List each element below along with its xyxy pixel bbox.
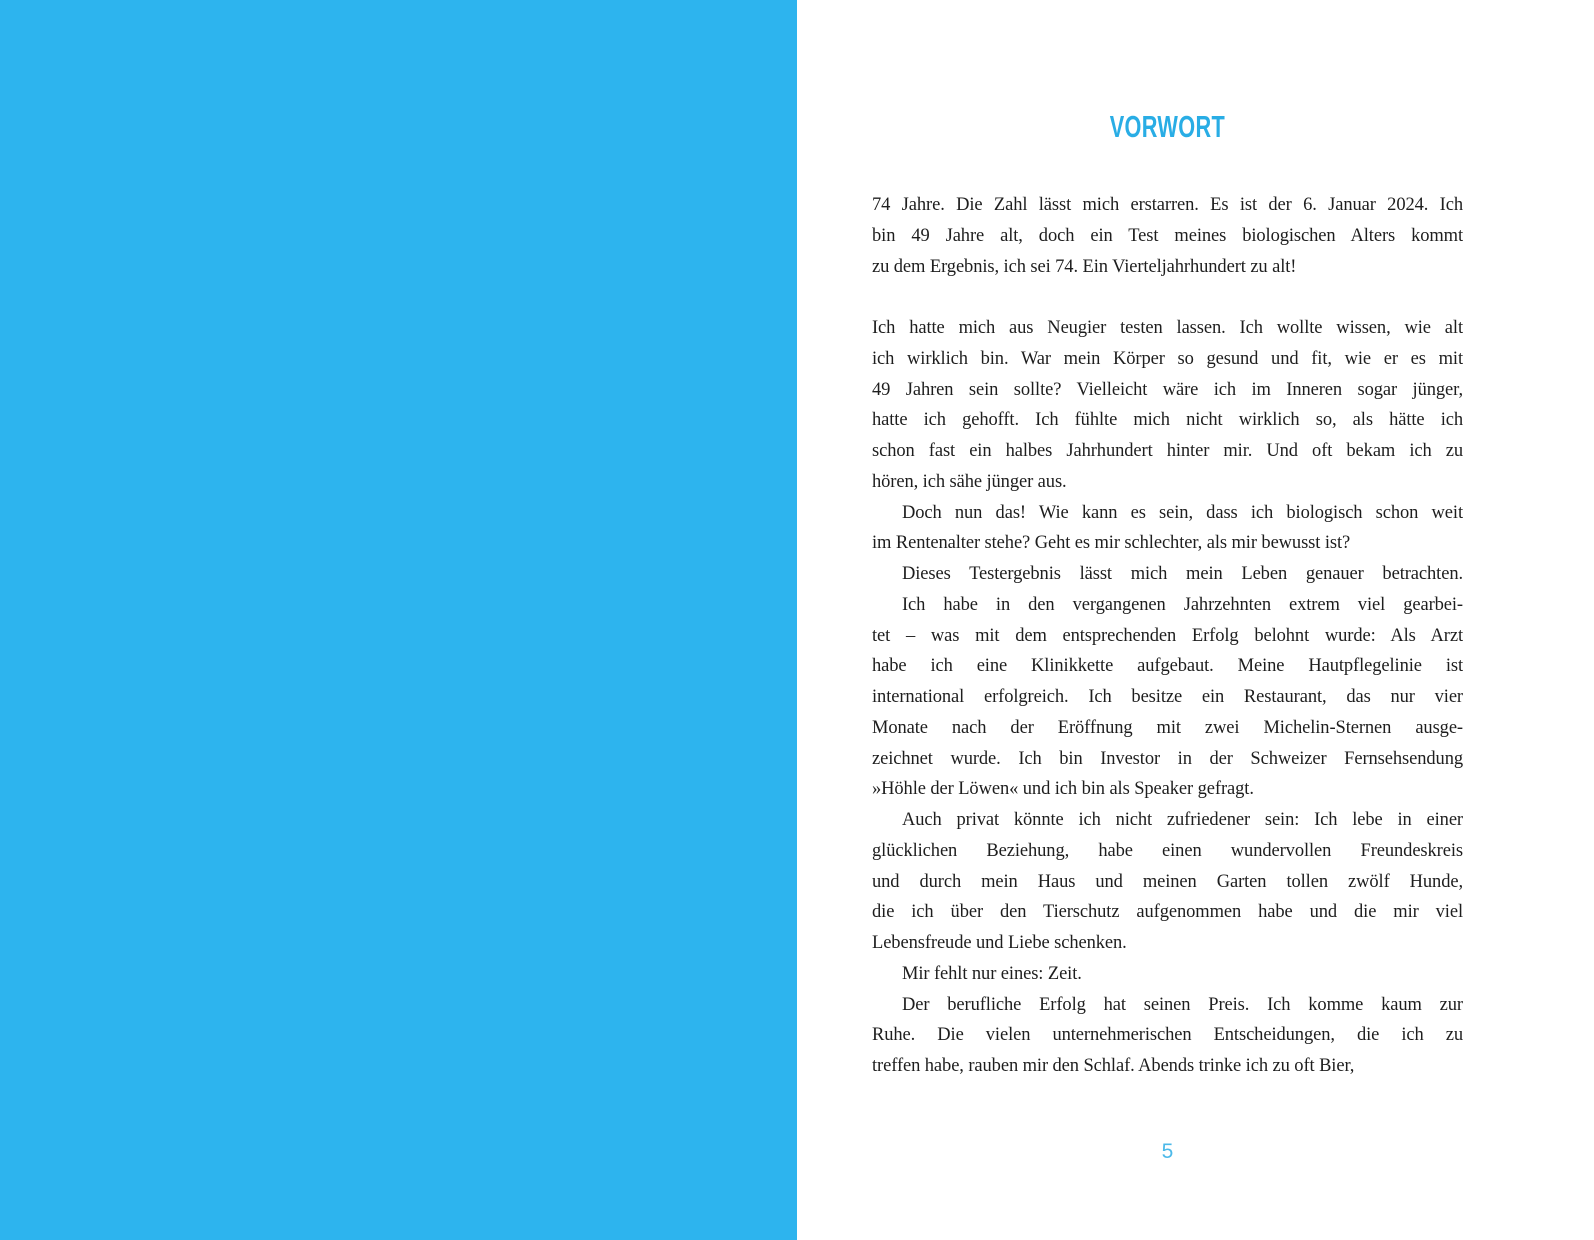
text-line: Monate nach der Eröffnung mit zwei Michelin-Sternen ausge- bbox=[872, 717, 1463, 738]
paragraph bbox=[872, 990, 1463, 1082]
paragraph bbox=[872, 313, 1463, 498]
text-line: Ich habe in den vergangenen Jahrzehnten extrem viel gearbei- bbox=[902, 594, 1463, 615]
text-line: Auch privat könnte ich nicht zufriedener sein: Ich lebe in einer bbox=[902, 810, 1463, 830]
text-line: Lebensfreude und Liebe schenken. bbox=[872, 933, 1127, 953]
right-page bbox=[797, 0, 1594, 1240]
paragraph bbox=[872, 805, 1463, 959]
text-line: ich wirklich bin. War mein Körper so gesund und fit, wie er es mit bbox=[872, 348, 1463, 369]
page-number: 5 bbox=[1161, 1140, 1174, 1163]
text-line: bin 49 Jahre alt, doch ein Test meines biologischen Alters kommt bbox=[872, 225, 1463, 246]
paragraph bbox=[872, 190, 1463, 282]
text-line: glücklichen Beziehung, habe einen wundervollen Freundeskreis bbox=[872, 840, 1463, 861]
text-line: Mir fehlt nur eines: Zeit. bbox=[902, 963, 1082, 984]
text-line: Ruhe. Die vielen unternehmerischen Entscheidungen, die ich zu bbox=[872, 1025, 1463, 1046]
text-line: zeichnet wurde. Ich bin Investor in der Schweizer Fernsehsendung bbox=[872, 748, 1463, 769]
paragraph bbox=[872, 590, 1463, 805]
text-line: hören, ich sähe jünger aus. bbox=[872, 471, 1067, 492]
text-line: international erfolgreich. Ich besitze ein Restaurant, das nur vier bbox=[872, 687, 1463, 707]
chapter-title bbox=[872, 110, 1463, 144]
text-line: im Rentenalter stehe? Geht es mir schlechter, als mir bewusst ist? bbox=[872, 533, 1351, 554]
chapter-title-text: VORWORT bbox=[1109, 109, 1226, 144]
text-line: Ich hatte mich aus Neugier testen lassen. Ich wollte wissen, wie alt bbox=[872, 318, 1463, 338]
text-line: Doch nun das! Wie kann es sein, dass ich biologisch schon weit bbox=[902, 502, 1463, 523]
paragraph bbox=[872, 559, 1463, 590]
text-line: schon fast ein halbes Jahrhundert hinter mir. Und oft bekam ich zu bbox=[872, 441, 1463, 461]
text-line: »Höhle der Löwen« und ich bin als Speaker gefragt. bbox=[872, 779, 1254, 800]
text-line: die ich über den Tierschutz aufgenommen habe und die mir viel bbox=[872, 902, 1463, 923]
text-line: und durch mein Haus und meinen Garten tollen zwölf Hunde, bbox=[872, 871, 1463, 892]
body-text bbox=[872, 190, 1463, 1082]
text-line: hatte ich gehofft. Ich fühlte mich nicht wirklich so, als hätte ich bbox=[872, 410, 1463, 431]
text-line: habe ich eine Klinikkette aufgebaut. Meine Hautpflegelinie ist bbox=[872, 656, 1463, 677]
text-line: treffen habe, rauben mir den Schlaf. Abends trinke ich zu oft Bier, bbox=[872, 1056, 1355, 1076]
text-line: Der berufliche Erfolg hat seinen Preis. Ich komme kaum zur bbox=[902, 994, 1463, 1015]
paragraph bbox=[872, 959, 1463, 990]
text-line: 74 Jahre. Die Zahl lässt mich erstarren. Es ist der 6. Januar 2024. Ich bbox=[872, 195, 1463, 215]
text-line: zu dem Ergebnis, ich sei 74. Ein Vierteljahrhundert zu alt! bbox=[872, 256, 1297, 277]
text-line: 49 Jahren sein sollte? Vielleicht wäre ich im Inneren sogar jünger, bbox=[872, 379, 1463, 400]
text-line: tet – was mit dem entsprechenden Erfolg belohnt wurde: Als Arzt bbox=[872, 625, 1463, 646]
paragraph bbox=[872, 498, 1463, 560]
text-line: Dieses Testergebnis lässt mich mein Leben genauer betrachten. bbox=[902, 564, 1463, 584]
